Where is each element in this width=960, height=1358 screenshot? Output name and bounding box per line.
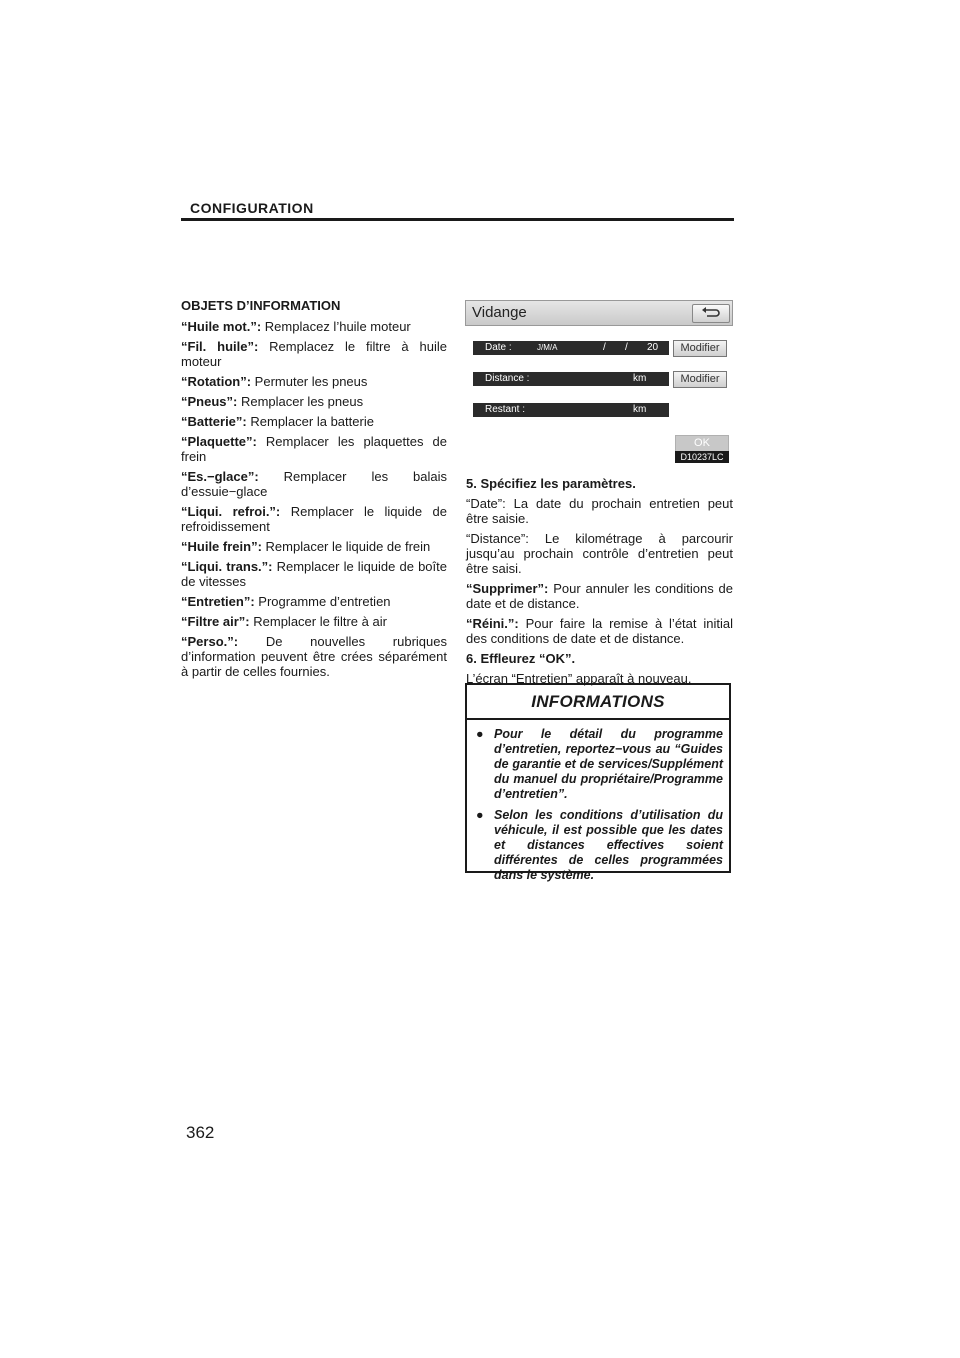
information-item <box>473 808 723 883</box>
distance-unit: km <box>633 373 647 384</box>
date-separator: / <box>625 342 628 353</box>
remaining-unit: km <box>633 404 647 415</box>
item-desc: Remplacez l’huile moteur <box>264 319 411 334</box>
delete-term: “Supprimer”: <box>466 581 549 596</box>
list-item <box>181 469 447 499</box>
right-column <box>466 476 733 691</box>
item-term: “Huile frein”: <box>181 539 262 554</box>
information-list <box>473 727 723 883</box>
screen-title-bar <box>465 300 733 326</box>
section-header: CONFIGURATION <box>190 200 314 216</box>
item-term: “Huile mot.”: <box>181 319 262 334</box>
information-title: INFORMATIONS <box>531 692 665 711</box>
item-desc: Remplacez le filtre à huile moteur <box>181 339 447 369</box>
reset-term: “Réini.”: <box>466 616 519 631</box>
item-desc: Remplacer les pneus <box>240 394 364 409</box>
item-desc: Programme d’entretien <box>258 594 391 609</box>
date-label: Date : <box>485 342 512 353</box>
item-desc: Permuter les pneus <box>254 374 368 389</box>
delete-desc: Pour annuler les conditions de date et de distance. <box>466 581 733 611</box>
list-item <box>181 614 447 629</box>
item-term: “Filtre air”: <box>181 614 250 629</box>
bullet-icon: ● <box>476 727 484 741</box>
left-column <box>181 298 447 684</box>
info-items-title: OBJETS D’INFORMATION <box>181 298 341 313</box>
list-item <box>181 504 447 534</box>
item-term: “Fil. huile”: <box>181 339 259 354</box>
back-button[interactable] <box>692 304 730 323</box>
remaining-label: Restant : <box>485 404 526 415</box>
return-arrow-icon <box>701 307 721 319</box>
vidange-screen <box>463 300 732 465</box>
item-term: “Liqui. trans.”: <box>181 559 273 574</box>
information-item <box>473 727 723 802</box>
information-rule <box>467 718 729 720</box>
item-desc: De nouvelles rubriques d’information peuvent être crées séparément à partir de celles fournies. <box>181 634 447 679</box>
list-item <box>181 594 447 609</box>
item-desc: Remplacer le liquide de refroidissement <box>181 504 447 534</box>
item-term: “Entretien”: <box>181 594 255 609</box>
date-field[interactable] <box>473 341 669 355</box>
list-item <box>181 634 447 679</box>
information-box <box>465 683 731 882</box>
list-item <box>181 319 447 334</box>
item-desc: Remplacer le liquide de frein <box>265 539 431 554</box>
screen-title: Vidange <box>472 304 527 321</box>
information-text: Selon les conditions d’utilisation du véhicule, il est possible que les dates et distances effectives soient différentes de celles programmées dans le système. <box>494 808 723 882</box>
item-desc: Remplacer la batterie <box>250 414 374 429</box>
date-description: “Date”: La date du prochain entretien peut être saisie. <box>466 496 733 526</box>
list-item <box>181 539 447 554</box>
step-5 <box>466 476 733 491</box>
item-desc: Remplacer les plaquettes de frein <box>181 434 447 464</box>
reset-description <box>466 616 733 646</box>
list-item <box>181 339 447 369</box>
list-item <box>181 434 447 464</box>
item-term: “Pneus”: <box>181 394 238 409</box>
information-text: Pour le détail du programme d’entretien, reportez−vous au “Guides de garantie et de services/Supplément du manuel du propriétaire/Programme d’entretien”. <box>494 727 723 801</box>
item-term: “Perso.”: <box>181 634 239 649</box>
page-number: 362 <box>186 1123 215 1142</box>
date-format: J/M/A <box>537 343 558 352</box>
delete-description <box>466 581 733 611</box>
date-year: 20 <box>647 342 659 353</box>
list-item <box>181 394 447 409</box>
item-desc: Remplacer les balais d’essuie−glace <box>181 469 447 499</box>
modify-date-button[interactable]: Modifier <box>673 340 727 357</box>
step-6-text: 6. Effleurez “OK”. <box>466 651 576 666</box>
header-rule <box>181 218 734 221</box>
bullet-icon: ● <box>476 808 484 822</box>
ok-button[interactable]: OK <box>675 435 729 452</box>
item-desc: Remplacer le filtre à air <box>253 614 387 629</box>
figure-code: D10237LC <box>675 451 729 463</box>
item-term: “Es.−glace”: <box>181 469 259 484</box>
item-desc: Remplacer le liquide de boîte de vitesses <box>181 559 447 589</box>
distance-field[interactable] <box>473 372 669 386</box>
distance-label: Distance : <box>485 373 530 384</box>
step-5-text: 5. Spécifiez les paramètres. <box>466 476 636 491</box>
distance-description: “Distance”: Le kilométrage à parcourir jusqu’au prochain contrôle d’entretien peut être saisi. <box>466 531 733 576</box>
reset-desc: Pour faire la remise à l’état initial des conditions de date et de distance. <box>466 616 733 646</box>
list-item <box>181 414 447 429</box>
modify-distance-button[interactable]: Modifier <box>673 371 727 388</box>
item-term: “Rotation”: <box>181 374 252 389</box>
list-item <box>181 374 447 389</box>
item-term: “Liqui. refroi.”: <box>181 504 281 519</box>
item-term: “Plaquette”: <box>181 434 257 449</box>
step-6 <box>466 651 733 666</box>
reappear-text: L’écran “Entretien” apparaît à nouveau. <box>466 671 692 686</box>
list-item <box>181 559 447 589</box>
remaining-field <box>473 403 669 417</box>
item-term: “Batterie”: <box>181 414 247 429</box>
date-separator: / <box>603 342 606 353</box>
